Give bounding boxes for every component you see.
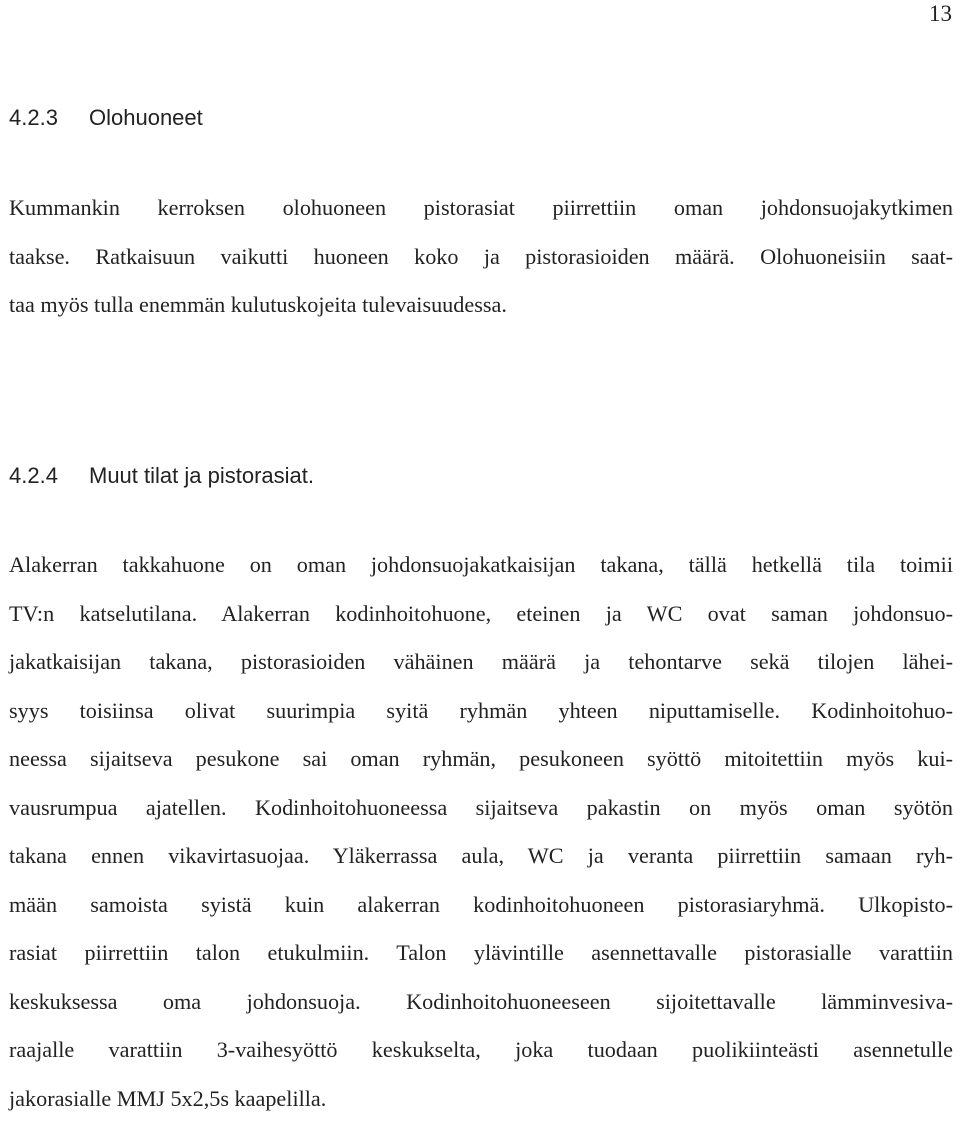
- section-heading-muut-tilat: [9, 462, 314, 490]
- section-heading-olohuoneet: [9, 104, 203, 132]
- paragraph-line: syys toisiinsa olivat suurimpia syitä ryhmän yhteen niputtamiselle. Kodinhoitohuo-: [9, 687, 953, 736]
- section-title: Muut tilat ja pistorasiat.: [89, 463, 314, 488]
- paragraph-olohuoneet: [9, 184, 953, 330]
- paragraph-line: keskuksessa oma johdonsuoja. Kodinhoitohuoneeseen sijoitettavalle lämminvesiva-: [9, 978, 953, 1027]
- section-number: 4.2.3: [9, 104, 89, 132]
- paragraph-line: Kummankin kerroksen olohuoneen pistorasiat piirrettiin oman johdonsuojakytkimen: [9, 184, 953, 233]
- section-number: 4.2.4: [9, 462, 89, 490]
- paragraph-muut-tilat: [9, 541, 953, 1123]
- paragraph-line: jakorasialle MMJ 5x2,5s kaapelilla.: [9, 1075, 953, 1123]
- section-title: Olohuoneet: [89, 105, 203, 130]
- paragraph-line: taa myös tulla enemmän kulutuskojeita tulevaisuudessa.: [9, 281, 953, 330]
- paragraph-line: raajalle varattiin 3-vaihesyöttö keskukselta, joka tuodaan puolikiinteästi asennetulle: [9, 1026, 953, 1075]
- paragraph-line: vausrumpua ajatellen. Kodinhoitohuoneessa sijaitseva pakastin on myös oman syötön: [9, 784, 953, 833]
- paragraph-line: jakatkaisijan takana, pistorasioiden vähäinen määrä ja tehontarve sekä tilojen lähei-: [9, 638, 953, 687]
- paragraph-line: mään samoista syistä kuin alakerran kodinhoitohuoneen pistorasiaryhmä. Ulkopisto-: [9, 881, 953, 930]
- paragraph-line: TV:n katselutilana. Alakerran kodinhoitohuone, eteinen ja WC ovat saman johdonsuo-: [9, 590, 953, 639]
- paragraph-line: Alakerran takkahuone on oman johdonsuojakatkaisijan takana, tällä hetkellä tila toimii: [9, 541, 953, 590]
- paragraph-line: takana ennen vikavirtasuojaa. Yläkerrassa aula, WC ja veranta piirrettiin samaan ryh-: [9, 832, 953, 881]
- paragraph-line: taakse. Ratkaisuun vaikutti huoneen koko ja pistorasioiden määrä. Olohuoneisiin saat-: [9, 233, 953, 282]
- paragraph-line: neessa sijaitseva pesukone sai oman ryhmän, pesukoneen syöttö mitoitettiin myös kui-: [9, 735, 953, 784]
- page-number: 13: [929, 0, 952, 28]
- paragraph-line: rasiat piirrettiin talon etukulmiin. Talon ylävintille asennettavalle pistorasialle varattiin: [9, 929, 953, 978]
